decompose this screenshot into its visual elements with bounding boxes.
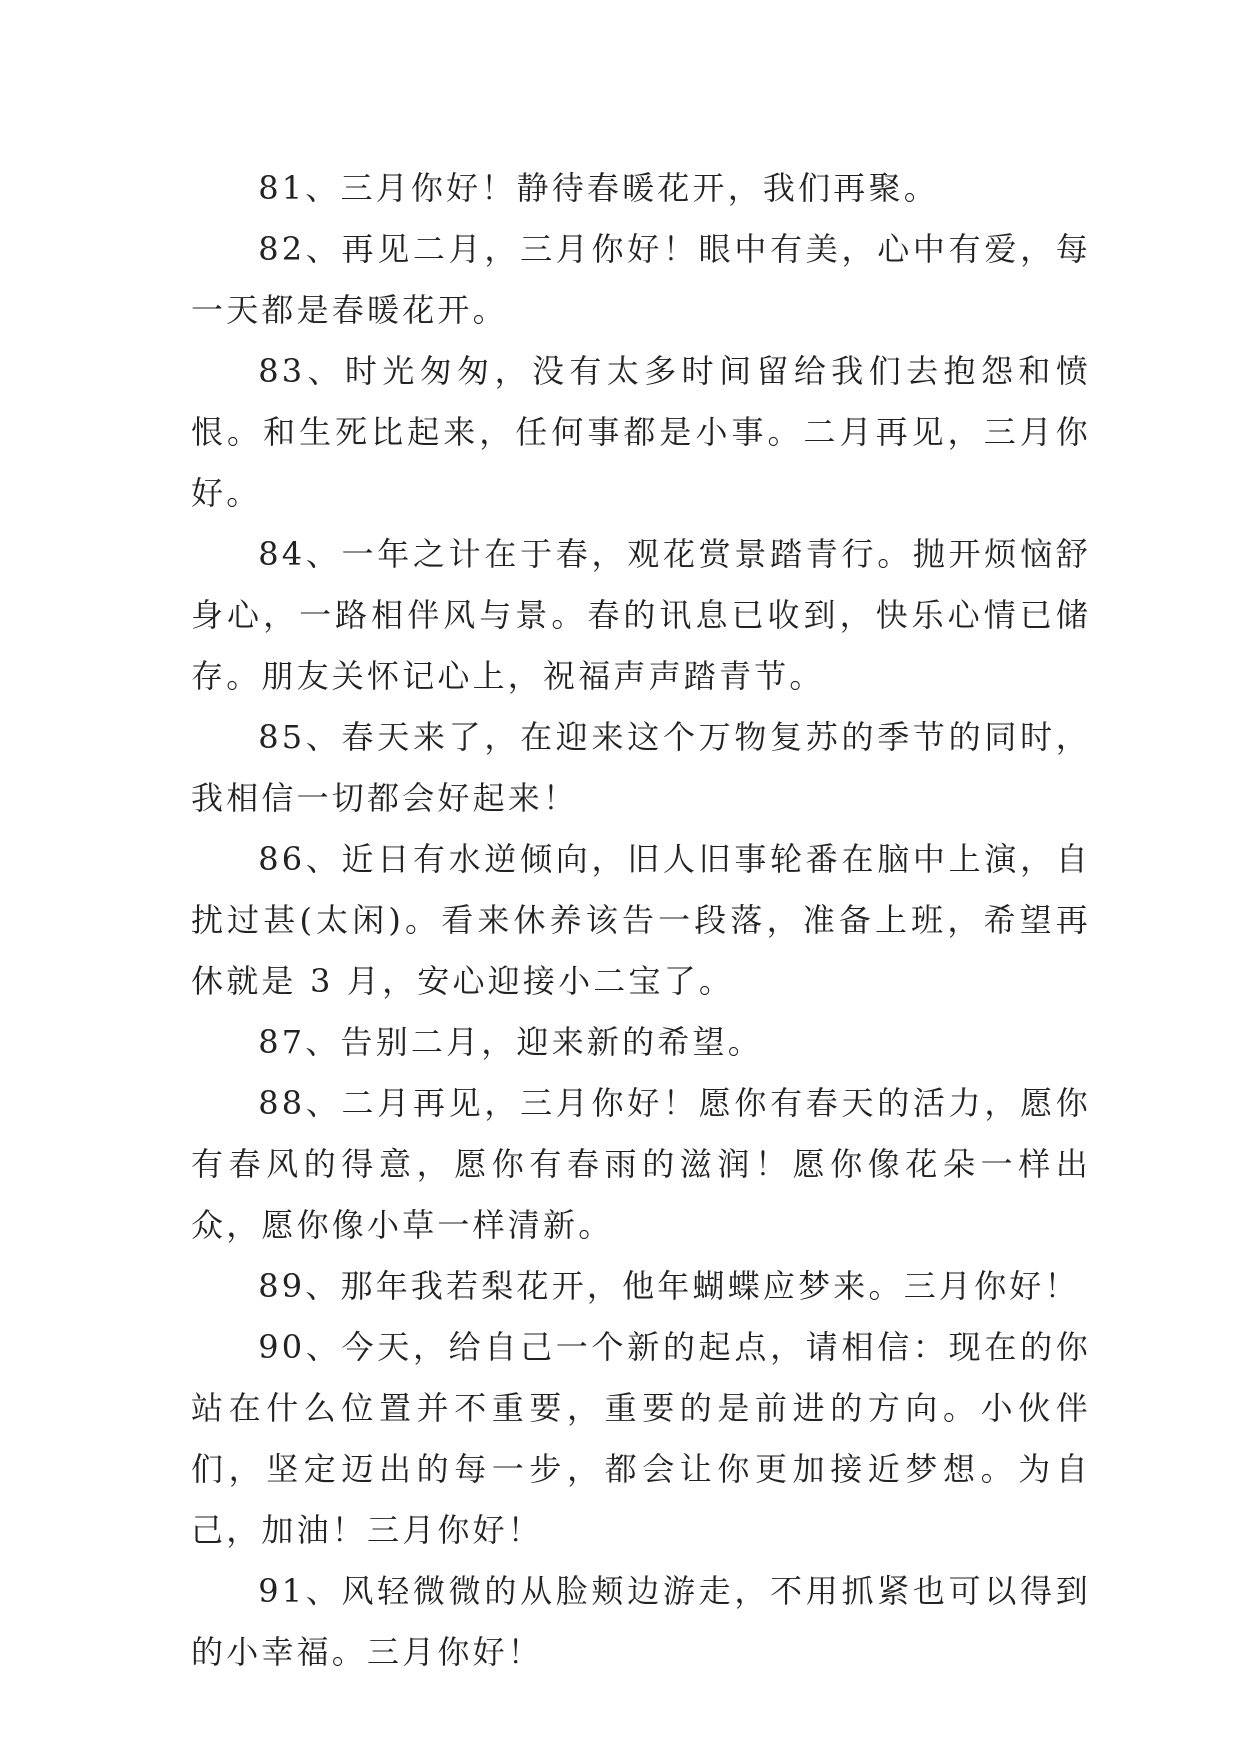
paragraph-88: 88、二月再见，三月你好！愿你有春天的活力，愿你有春风的得意，愿你有春雨的滋润！愿你像花朵一样出众，愿你像小草一样清新。 — [191, 1084, 1091, 1244]
paragraph-85: 85、春天来了，在迎来这个万物复苏的季节的同时，我相信一切都会好起来！ — [191, 718, 1091, 817]
paragraph-87: 87、告别二月，迎来新的希望。 — [258, 1023, 763, 1061]
paragraph-84: 84、一年之计在于春，观花赏景踏青行。抛开烦恼舒身心，一路相伴风与景。春的讯息已收到，快乐心情已储存。朋友关怀记心上，祝福声声踏青节。 — [191, 535, 1091, 695]
paragraph-89: 89、那年我若梨花开，他年蝴蝶应梦来。三月你好！ — [258, 1267, 1080, 1305]
paragraph-83: 83、时光匆匆，没有太多时间留给我们去抱怨和愤恨。和生死比起来，任何事都是小事。二月再见，三月你好。 — [191, 352, 1091, 512]
paragraph-90: 90、今天，给自己一个新的起点，请相信：现在的你站在什么位置并不重要，重要的是前进的方向。小伙伴们，坚定迈出的每一步，都会让你更加接近梦想。为自己，加油！三月你好！ — [191, 1328, 1091, 1549]
paragraph-91: 91、风轻微微的从脸颊边游走，不用抓紧也可以得到的小幸福。三月你好！ — [191, 1572, 1091, 1671]
paragraph-86: 86、近日有水逆倾向，旧人旧事轮番在脑中上演，自扰过甚(太闲)。看来休养该告一段落，准备上班，希望再休就是 3 月，安心迎接小二宝了。 — [191, 840, 1091, 1000]
paragraph-82: 82、再见二月，三月你好！眼中有美，心中有爱，每一天都是春暖花开。 — [191, 230, 1091, 329]
document-body — [191, 158, 1091, 1683]
paragraph-81: 81、三月你好！静待春暖花开，我们再聚。 — [258, 169, 939, 207]
